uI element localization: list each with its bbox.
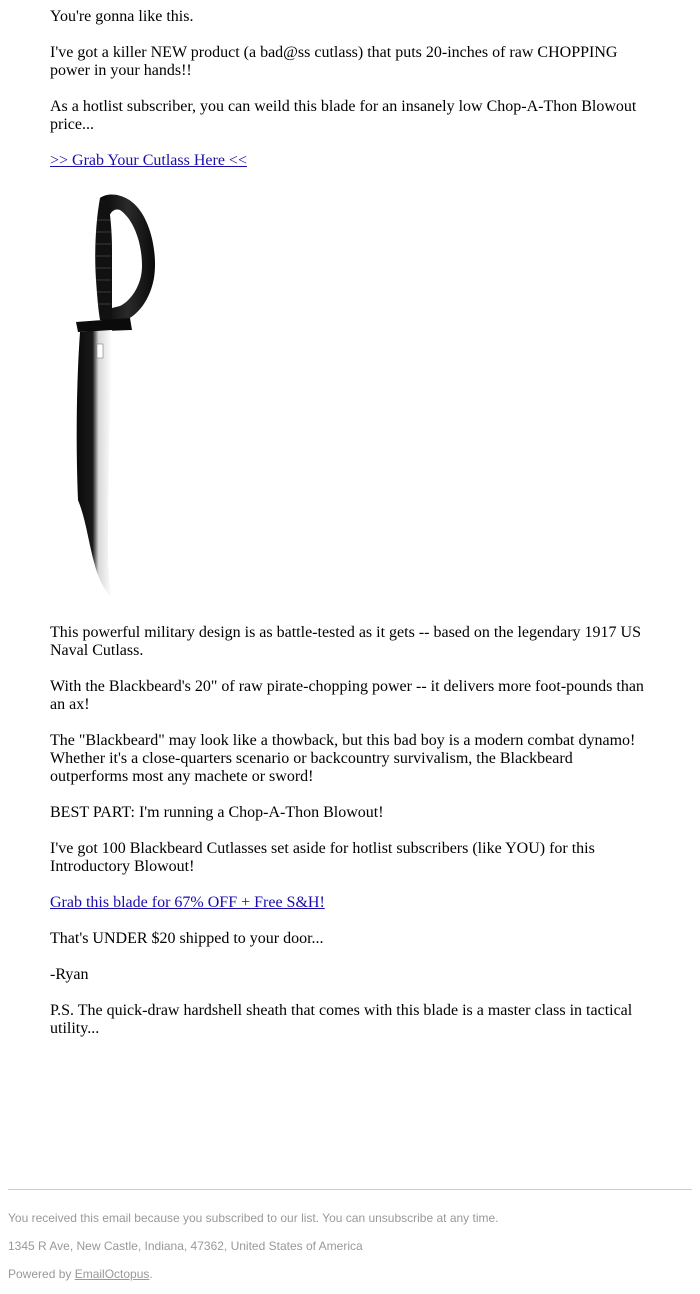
powered-by-suffix: . <box>149 1267 153 1281</box>
mailing-address: 1345 R Ave, New Castle, Indiana, 47362, United States of America <box>8 1239 363 1253</box>
cutlass-product-image <box>50 190 180 610</box>
grab-cutlass-link[interactable]: >> Grab Your Cutlass Here << <box>50 152 247 169</box>
cta-link-paragraph <box>50 152 650 170</box>
powered-by <box>8 1267 692 1281</box>
power-paragraph: With the Blackbeard's 20" of raw pirate-chopping power -- it delivers more foot-pounds than an ax! <box>50 678 644 713</box>
footer-divider <box>8 1189 692 1190</box>
best-part-paragraph: BEST PART: I'm running a Chop-A-Thon Blowout! <box>50 804 384 821</box>
powered-by-prefix: Powered by <box>8 1267 75 1281</box>
discount-link-paragraph <box>50 894 650 912</box>
offer-paragraph: As a hotlist subscriber, you can weild this blade for an insanely low Chop-A-Thon Blowout price... <box>50 98 637 133</box>
design-paragraph: This powerful military design is as battle-tested as it gets -- based on the legendary 1917 US Naval Cutlass. <box>50 624 641 659</box>
intro-paragraph: I've got a killer NEW product (a bad@ss cutlass) that puts 20-inches of raw CHOPPING power in your hands!! <box>50 44 618 79</box>
price-paragraph: That's UNDER $20 shipped to your door... <box>50 930 324 947</box>
emailoctopus-link[interactable]: EmailOctopus <box>74 1267 150 1281</box>
discount-link[interactable]: Grab this blade for 67% OFF + Free S&H! <box>50 894 325 911</box>
greeting-text: You're gonna like this. <box>50 8 194 25</box>
subscription-notice: You received this email because you subscribed to our list. You can unsubscribe at any time. <box>8 1211 499 1225</box>
dynamo-paragraph: The "Blackbeard" may look like a thowback, but this bad boy is a modern combat dynamo! Whether it's a close-quarters scenario or backcountry survivalism, the Blackbeard outperforms most any machete or sword! <box>50 732 636 785</box>
stock-paragraph: I've got 100 Blackbeard Cutlasses set aside for hotlist subscribers (like YOU) for this Introductory Blowout! <box>50 840 595 875</box>
postscript-paragraph: P.S. The quick-draw hardshell sheath that comes with this blade is a master class in tactical utility... <box>50 1002 633 1037</box>
signature: -Ryan <box>50 966 89 983</box>
